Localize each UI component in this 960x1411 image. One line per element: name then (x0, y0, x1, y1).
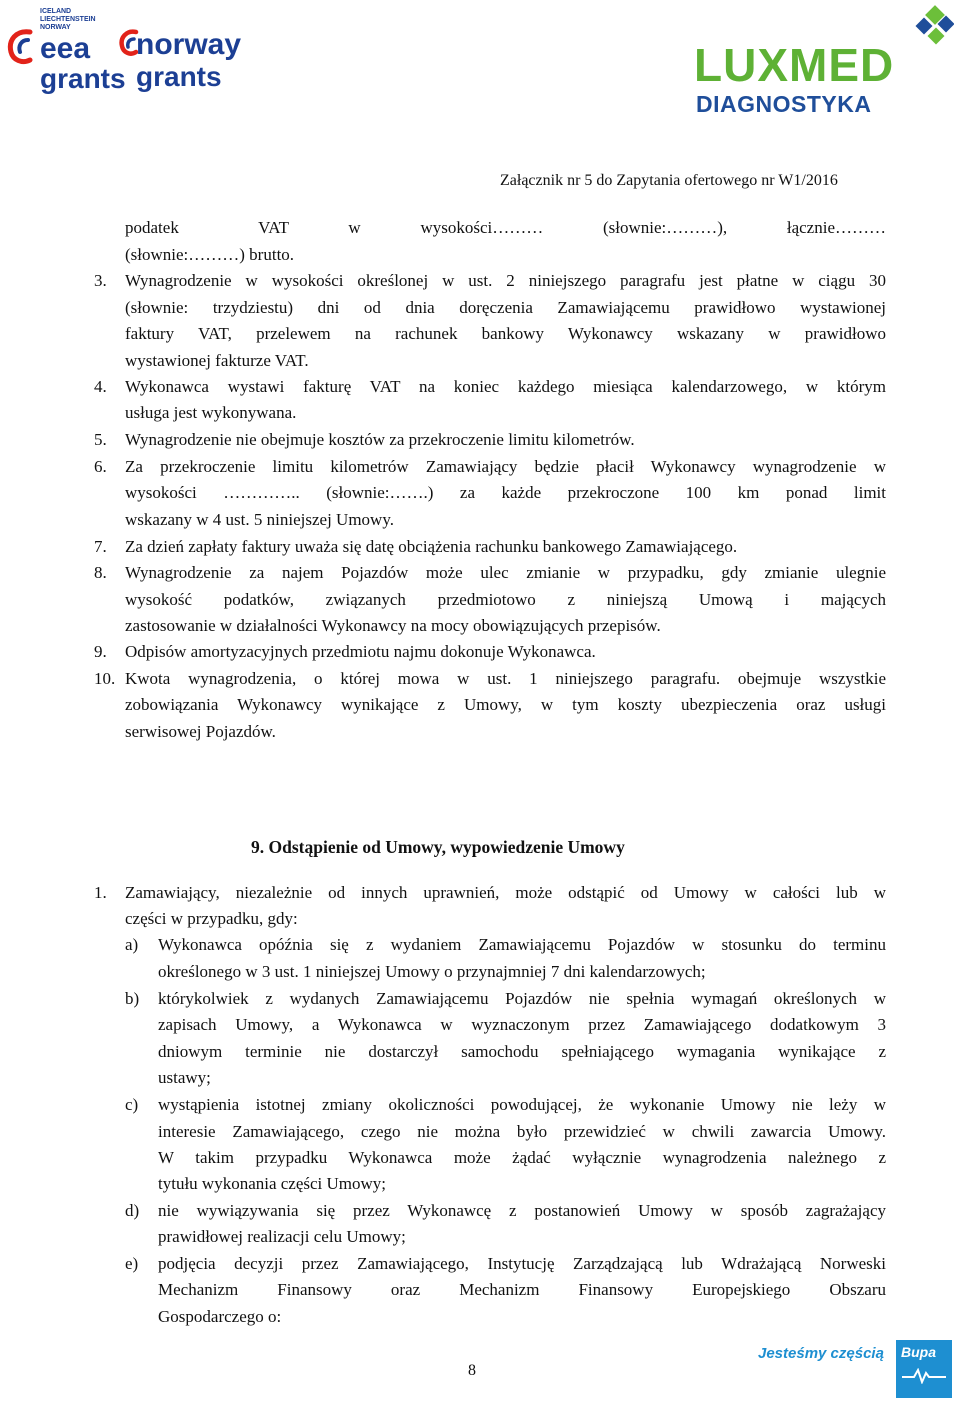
sub-item-text-line: Mechanizm Finansowy oraz Mechanizm Finansowy Europejskiego Obszaru (158, 1280, 886, 1299)
item-text-line: wystawionej fakturze VAT. (125, 351, 309, 370)
luxmed-word: LUXMED (694, 39, 895, 91)
item-text-line: wysokość podatków, związanych przedmiotowo z niniejszą Umową i mających (125, 590, 886, 609)
item-number: 1. (94, 883, 107, 902)
luxmed-logo (692, 4, 954, 116)
item-text-line: wskazany w 4 ust. 5 niniejszej Umowy. (125, 510, 394, 529)
sub-item-text-line: dniowym terminie nie dostarczył samochodu spełniającego wymagania wynikające z (158, 1042, 886, 1061)
item-text-line: Zamawiający, niezależnie od innych uprawnień, może odstąpić od Umowy w całości lub w (125, 883, 886, 902)
continuation-line-2: (słownie:………) brutto. (125, 245, 295, 264)
sub-item-text-line: Wykonawca opóźnia się z wydaniem Zamawiającemu Pojazdów w stosunku do terminu (158, 935, 886, 954)
sub-item-text-line: prawidłowej realizacji celu Umowy; (158, 1227, 406, 1246)
eea-logo-mark (6, 26, 36, 66)
eea-grants-word: grants (40, 63, 126, 94)
item-number: 6. (94, 457, 107, 476)
eea-grants-logo (6, 8, 126, 100)
item-text-line: Wynagrodzenie za najem Pojazdów może ulec zmianie w przypadku, gdy zmianie ulegnie (125, 563, 886, 582)
sub-item-label: e) (125, 1254, 139, 1273)
sub-item-text-line: którykolwiek z wydanych Zamawiającemu Pojazdów nie spełnia wymagań określonych w (158, 989, 886, 1008)
item-text-line: (słownie: trzydziestu) dni od dnia doręczenia Zamawiającemu prawidłowo wystawionej (125, 298, 886, 317)
item-number: 8. (94, 563, 107, 582)
sub-item-label: d) (125, 1201, 140, 1220)
sub-item-label: c) (125, 1095, 139, 1114)
continuation-line-1: podatek VAT w wysokości……… (słownie:………), łącznie……… (125, 218, 886, 237)
sub-item-text-line: Gospodarczego o: (158, 1307, 282, 1326)
item-text-line: usługa jest wykonywana. (125, 403, 297, 422)
item-text-line: Za przekroczenie limitu kilometrów Zamawiający będzie płacił Wykonawcy wynagrodzenie w (125, 457, 886, 476)
item-number: 5. (94, 430, 107, 449)
item-text-line: serwisowej Pojazdów. (125, 722, 276, 741)
sub-item-label: b) (125, 989, 140, 1008)
item-number: 7. (94, 537, 107, 556)
annex-reference: Załącznik nr 5 do Zapytania ofertowego nr W1/2016 (500, 172, 838, 189)
sub-item-text-line: wystąpienia istotnej zmiany okoliczności powodującej, że wykonanie Umowy nie leży w (158, 1095, 886, 1114)
item-text-line: Wynagrodzenie nie obejmuje kosztów za przekroczenie limitu kilometrów. (125, 430, 635, 449)
item-number: 4. (94, 377, 107, 396)
eea-word: eea (40, 32, 91, 65)
item-text-line: Za dzień zapłaty faktury uważa się datę obciążenia rachunku bankowego Zamawiającego. (125, 537, 738, 556)
eea-country-3: NORWAY (40, 24, 71, 31)
item-text-line: Kwota wynagrodzenia, o której mowa w ust. 1 niniejszego paragrafu. obejmuje wszystkie (125, 669, 886, 688)
bupa-brand: Bupa (901, 1344, 936, 1360)
norway-grants-word: grants (136, 61, 222, 92)
item-text-line: części w przypadku, gdy: (125, 909, 298, 928)
item-text-line: wysokości ………….. (słownie:…….) za każde przekroczone 100 km ponad limit (125, 483, 886, 502)
item-number: 10. (94, 669, 116, 688)
section-heading: 9. Odstąpienie od Umowy, wypowiedzenie Umowy (251, 837, 625, 857)
norway-word: norway (136, 28, 242, 61)
sub-item-label: a) (125, 935, 139, 954)
item-text-line: zastosowanie w działalności Wykonawcy na mocy obowiązujących przepisów. (125, 616, 661, 635)
bupa-slogan: Jesteśmy częścią (758, 1345, 884, 1362)
sub-item-text-line: określonego w 3 ust. 1 niniejszej Umowy o przynajmniej 7 dni kalendarzowych; (158, 962, 706, 981)
item-text-line: Wynagrodzenie w wysokości określonej w ust. 2 niniejszego paragrafu jest płatne w ciągu 30 (125, 271, 886, 290)
item-number: 3. (94, 271, 107, 290)
item-text-line: zobowiązania Wykonawcy wynikające z Umowy, w tym koszty ubezpieczenia oraz usługi (125, 695, 886, 714)
heartbeat-icon (902, 1368, 946, 1384)
item-text-line: Wykonawca wystawi fakturę VAT na koniec każdego miesiąca kalendarzowego, w którym (125, 377, 886, 396)
sub-item-text-line: interesie Zamawiającego, czego nie można było przewidzieć w chwili zawarcia Umowy. (158, 1122, 886, 1141)
page-number: 8 (468, 1362, 476, 1379)
diagnostyka-word: DIAGNOSTYKA (696, 91, 872, 117)
bupa-logo (896, 1340, 952, 1398)
eea-country-2: LIECHTENSTEIN (40, 16, 96, 23)
luxmed-cross-icon (898, 4, 954, 52)
item-number: 9. (94, 642, 107, 661)
sub-item-text-line: nie wywiązywania się przez Wykonawcę z postanowień Umowy w sposób zagrażający (158, 1201, 886, 1220)
item-text-line: Odpisów amortyzacyjnych przedmiotu najmu dokonuje Wykonawca. (125, 642, 596, 661)
sub-item-text-line: ustawy; (158, 1068, 211, 1087)
sub-item-text-line: zapisach Umowy, a Wykonawca w wyznaczonym przez Zamawiającego dodatkowym 3 (158, 1015, 886, 1034)
item-text-line: faktury VAT, przelewem na rachunek bankowy Wykonawcy wskazany w prawidłowo (125, 324, 886, 343)
norway-grants-logo (118, 24, 242, 100)
sub-item-text-line: W takim przypadku Wykonawca może żądać wyłącznie wynagrodzenia należnego z (158, 1148, 886, 1167)
eea-country-1: ICELAND (40, 8, 72, 15)
sub-item-text-line: tytułu wykonania części Umowy; (158, 1174, 387, 1193)
sub-item-text-line: podjęcia decyzji przez Zamawiającego, Instytucję Zarządzającą lub Wdrażającą Norweski (158, 1254, 886, 1273)
